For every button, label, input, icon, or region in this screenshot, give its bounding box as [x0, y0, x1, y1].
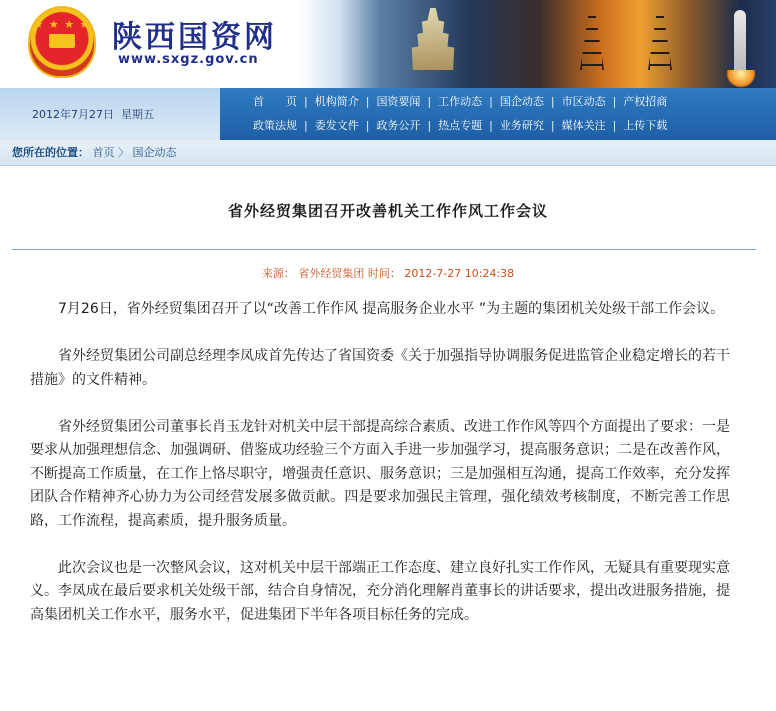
nav-property-investment[interactable]: 产权招商 — [623, 95, 668, 108]
article-paragraph: 省外经贸集团公司董事长肖玉龙针对机关中层干部提高综合素质、改进工作作风等四个方面提出了要求：一是要求从加强理想信念、加强调研、借鉴成功经验三个方面入手进一步加强学习，提高服务意识；二是在改善作风，不断提高工作质量，在工作上恪尽职守，增强责任意识、服务意识；三是加强相互沟通，提高工作效率，充分发挥团队合作精神齐心协力为公司经营发展多做贡献。四是要求加强民主管理，强化绩效考核制度，不断完善工作思路，工作流程，提高素质，提升服务质量。 — [30, 418, 730, 529]
nav-separator: | — [550, 118, 555, 132]
nav-research[interactable]: 业务研究 — [499, 119, 544, 132]
article-meta — [0, 265, 776, 281]
breadcrumb-label: 您所在的位置： — [12, 146, 89, 159]
nav-documents[interactable]: 委发文件 — [314, 119, 359, 132]
nav-hot-topics[interactable]: 热点专题 — [438, 119, 483, 132]
site-url[interactable]: www.sxgz.gov.cn — [118, 52, 259, 67]
nav-soe-updates[interactable]: 国企动态 — [499, 95, 544, 108]
nav-work-updates[interactable]: 工作动态 — [438, 95, 483, 108]
emblem-gate — [49, 34, 75, 48]
rocket-flame — [726, 70, 756, 88]
article-paragraph: 此次会议也是一次整风会议，这对机关中层干部端正工作态度、建立良好扎实工作作风，无疑具有重要现实意义。李凤成在最后要求机关处级干部，结合自身情况，充分消化理解肖董事长的讲话要求，提出改进服务措施，提高集团机关工作水平，服务水平，促进集团下半年各项目标任务的完成。 — [30, 559, 730, 623]
oil-derrick-icon — [648, 6, 672, 70]
date-box — [0, 88, 220, 140]
breadcrumb-section[interactable]: 国企动态 — [132, 146, 177, 159]
nav-separator: | — [550, 94, 555, 108]
nav-separator: | — [427, 118, 432, 132]
site-title[interactable]: 陕西国资网 — [112, 20, 277, 55]
oil-derrick-icon — [580, 6, 604, 70]
time-value: 2012-7-27 10:24:38 — [404, 267, 515, 280]
title-divider — [12, 249, 756, 250]
nav-city-updates[interactable]: 市区动态 — [561, 95, 606, 108]
nav-separator: | — [427, 94, 432, 108]
nav-separator: | — [304, 118, 308, 132]
nav-public-affairs[interactable]: 政务公开 — [376, 119, 421, 132]
rocket-icon — [734, 10, 746, 76]
nav-row-2 — [246, 114, 674, 136]
nav-separator: | — [612, 118, 617, 132]
article-paragraph: 7月26日，省外经贸集团召开了以“改善工作作风 提高服务企业水平 ”为主题的集团机关处级干部工作会议。 — [58, 301, 725, 317]
nav-about[interactable]: 机构简介 — [314, 95, 359, 108]
nav-separator: | — [365, 118, 370, 132]
source-value: 省外经贸集团 — [298, 267, 365, 280]
weekday-value: 星期五 — [121, 108, 154, 121]
nav-separator: | — [612, 94, 617, 108]
article-title: 省外经贸集团召开改善机关工作作风工作会议 — [227, 202, 548, 220]
emblem-stars: ★ ★ ★ ★ — [33, 18, 91, 31]
nav-media[interactable]: 媒体关注 — [561, 119, 606, 132]
breadcrumb — [0, 140, 776, 166]
nav-separator: | — [489, 118, 493, 132]
breadcrumb-home[interactable]: 首页 — [92, 146, 115, 159]
article-paragraph: 省外经贸集团公司副总经理李凤成首先传达了省国资委《关于加强指导协调服务促进监管企业稳定增长的若干措施》的文件精神。 — [30, 348, 730, 388]
national-emblem-icon — [28, 6, 96, 78]
nav-row-1 — [246, 90, 674, 112]
nav-news[interactable]: 国资要闻 — [376, 95, 421, 108]
current-date — [32, 106, 154, 122]
nav-downloads[interactable]: 上传下载 — [623, 119, 668, 132]
nav-home[interactable]: 首 页 — [253, 95, 297, 108]
pagoda-icon — [405, 8, 461, 70]
time-label: 时间： — [367, 267, 401, 280]
source-label: 来源： — [261, 267, 295, 280]
nav-separator: | — [304, 94, 308, 108]
nav-policy[interactable]: 政策法规 — [253, 119, 297, 132]
date-value: 2012年7月27日 — [32, 108, 114, 121]
nav-separator: | — [365, 94, 370, 108]
main-nav — [0, 88, 776, 140]
breadcrumb-separator: 〉 — [118, 146, 129, 159]
article-body — [30, 298, 730, 651]
header-banner — [0, 0, 776, 88]
nav-separator: | — [489, 94, 493, 108]
